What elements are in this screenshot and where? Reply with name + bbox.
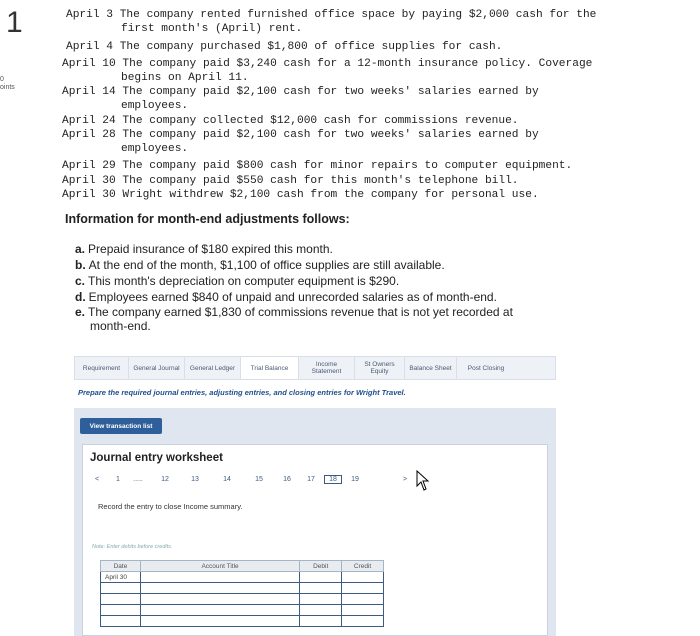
- adjustment-item: [75, 274, 399, 288]
- adjustment-text: This month's depreciation on computer equipment is $290.: [88, 274, 400, 288]
- tab-owners-equity[interactable]: St Owners Equity: [355, 357, 405, 379]
- adjustment-text: Employees earned $840 of unpaid and unrecorded salaries as of month-end.: [88, 290, 497, 304]
- col-credit: Credit: [342, 561, 384, 572]
- pager-item[interactable]: 13: [191, 475, 199, 483]
- adjustment-item: [75, 290, 497, 304]
- mouse-cursor-icon: [416, 470, 430, 492]
- table-row: [101, 616, 384, 627]
- record-instruction: Record the entry to close Income summary.: [98, 502, 243, 511]
- prev-entry-button[interactable]: <: [94, 475, 100, 483]
- table-row: [101, 572, 384, 583]
- points-label: 0 oints: [0, 76, 15, 91]
- transaction-line: April 3 The company rented furnished office space by paying $2,000 cash for the: [66, 9, 597, 21]
- debit-input[interactable]: [300, 594, 342, 605]
- question-number: 1: [6, 6, 23, 39]
- credit-input[interactable]: [342, 572, 384, 583]
- journal-entry-table: [100, 560, 384, 627]
- adjustment-letter: a.: [75, 242, 86, 256]
- next-entry-button[interactable]: >: [402, 475, 408, 483]
- adjustment-letter: d.: [75, 290, 86, 304]
- adjustments-title: Information for month-end adjustments follows:: [65, 212, 350, 226]
- transaction-line-continued: begins on April 11.: [121, 72, 249, 84]
- tab-general-journal[interactable]: General Journal: [129, 357, 185, 379]
- account-input[interactable]: [140, 605, 299, 616]
- tab-income-statement[interactable]: Income Statement: [299, 357, 355, 379]
- pager-item[interactable]: 17: [307, 475, 315, 483]
- adjustment-text: The company earned $1,830 of commissions revenue that is not yet recorded at: [88, 305, 513, 319]
- date-cell: [101, 605, 141, 616]
- transaction-line: April 10 The company paid $3,240 cash for a 12-month insurance policy. Coverage: [62, 58, 593, 70]
- transaction-line: April 24 The company collected $12,000 cash for commissions revenue.: [62, 115, 519, 127]
- adjustment-letter: c.: [75, 274, 86, 288]
- instruction-text: Prepare the required journal entries, adjusting entries, and closing entries for Wright Travel.: [78, 388, 406, 397]
- account-input[interactable]: [140, 583, 299, 594]
- table-row: [101, 583, 384, 594]
- requirement-tabs: [74, 356, 556, 380]
- pager-item-selected[interactable]: 18: [324, 475, 342, 484]
- tab-requirement[interactable]: Requirement: [75, 357, 129, 379]
- date-cell: [101, 583, 141, 594]
- adjustment-text: At the end of the month, $1,100 of office supplies are still available.: [88, 258, 445, 272]
- transaction-line: April 4 The company purchased $1,800 of office supplies for cash.: [66, 41, 503, 53]
- transaction-line: April 30 Wright withdrew $2,100 cash from the company for personal use.: [62, 189, 539, 201]
- entry-note: Note: Enter debits before credits.: [92, 544, 173, 550]
- adjustment-item: [75, 305, 513, 319]
- transaction-line-continued: employees.: [121, 100, 189, 112]
- date-cell: [101, 616, 141, 627]
- pager-ellipsis: .....: [133, 475, 143, 483]
- debit-input[interactable]: [300, 616, 342, 627]
- pager-item[interactable]: 19: [351, 475, 359, 483]
- transaction-line-continued: first month's (April) rent.: [121, 23, 303, 35]
- credit-input[interactable]: [342, 605, 384, 616]
- credit-input[interactable]: [342, 594, 384, 605]
- tab-general-ledger[interactable]: General Ledger: [185, 357, 241, 379]
- account-input[interactable]: [140, 594, 299, 605]
- pager-item[interactable]: 16: [283, 475, 291, 483]
- adjustment-text-continued: month-end.: [90, 319, 151, 333]
- table-row: [101, 594, 384, 605]
- debit-input[interactable]: [300, 605, 342, 616]
- debit-input[interactable]: [300, 572, 342, 583]
- tab-trial-balance[interactable]: Trial Balance: [241, 357, 299, 379]
- date-cell: [101, 594, 141, 605]
- transaction-line: April 29 The company paid $800 cash for minor repairs to computer equipment.: [62, 160, 573, 172]
- transaction-line: April 28 The company paid $2,100 cash for two weeks' salaries earned by: [62, 129, 539, 141]
- entry-pager: [90, 472, 412, 486]
- account-input[interactable]: [140, 616, 299, 627]
- pager-item[interactable]: 14: [223, 475, 231, 483]
- adjustment-letter: b.: [75, 258, 86, 272]
- tab-post-closing[interactable]: Post Closing: [467, 364, 505, 372]
- view-transaction-list-button[interactable]: View transaction list: [80, 418, 162, 434]
- pager-item[interactable]: 1: [116, 475, 120, 483]
- col-account-title: Account Title: [140, 561, 299, 572]
- account-input[interactable]: [140, 572, 299, 583]
- col-date: Date: [101, 561, 141, 572]
- date-cell: April 30: [101, 572, 141, 583]
- debit-input[interactable]: [300, 583, 342, 594]
- adjustment-item: [75, 258, 445, 272]
- worksheet-title: Journal entry worksheet: [90, 452, 223, 464]
- pager-item[interactable]: 12: [161, 475, 169, 483]
- col-debit: Debit: [300, 561, 342, 572]
- credit-input[interactable]: [342, 616, 384, 627]
- adjustment-letter: e.: [75, 305, 86, 319]
- pager-item[interactable]: 15: [255, 475, 263, 483]
- adjustment-item: [75, 242, 333, 256]
- transaction-line: April 30 The company paid $550 cash for this month's telephone bill.: [62, 175, 519, 187]
- credit-input[interactable]: [342, 583, 384, 594]
- transaction-line-continued: employees.: [121, 143, 189, 155]
- tab-balance-sheet[interactable]: Balance Sheet: [405, 357, 457, 379]
- table-row: [101, 605, 384, 616]
- adjustment-text: Prepaid insurance of $180 expired this month.: [88, 242, 333, 256]
- transaction-line: April 14 The company paid $2,100 cash for two weeks' salaries earned by: [62, 86, 539, 98]
